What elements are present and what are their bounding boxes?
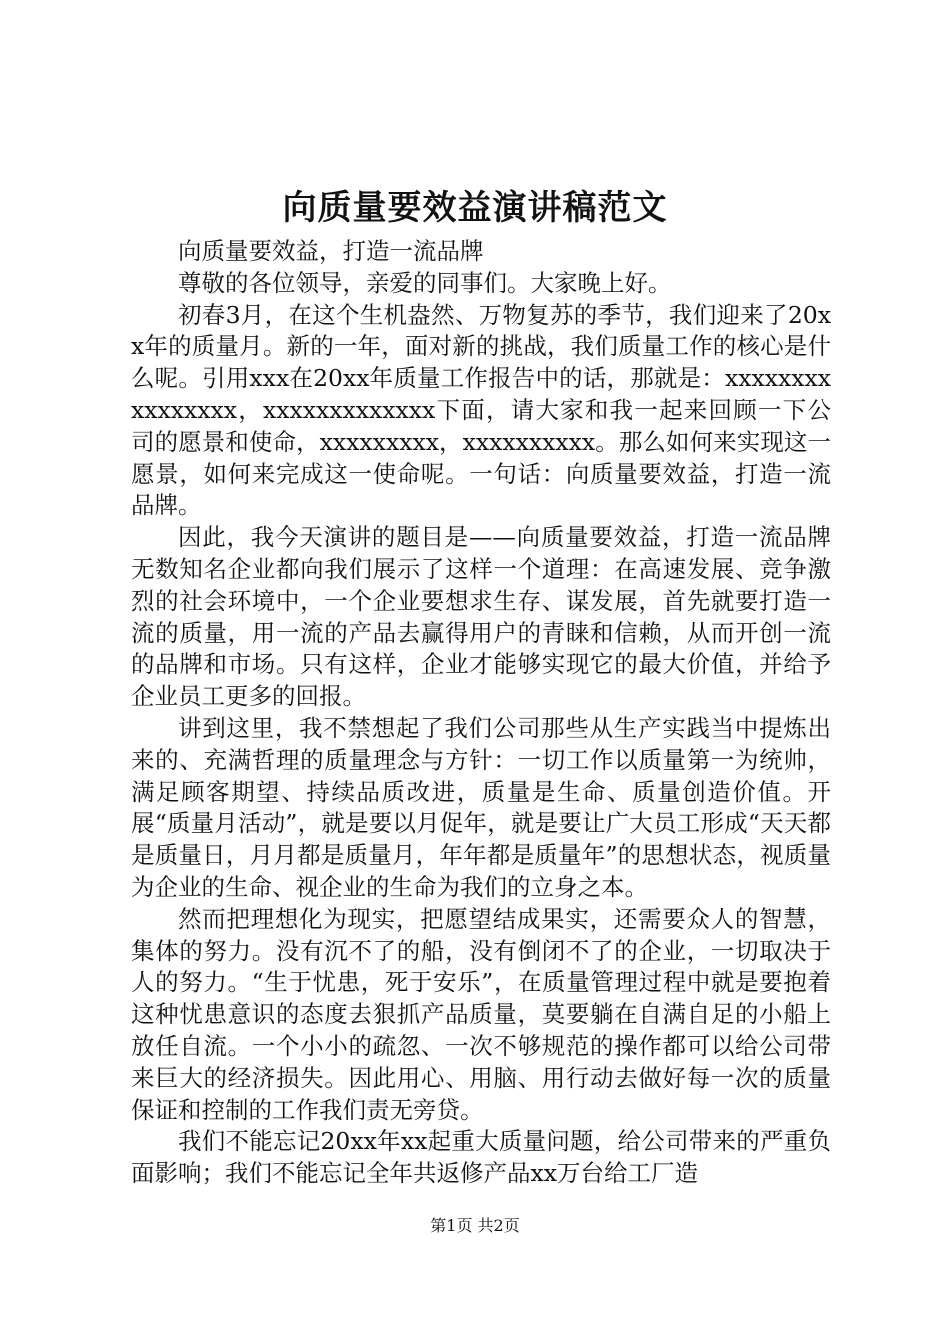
paragraph-2: 因此，我今天演讲的题目是——向质量要效益，打造一流品牌无数知名企业都向我们展示了这样一个道理：在高速发展、竞争激烈的社会环境中，一个企业要想求生存、谋发展，首先就要打造一流的质量，用一流的产品去赢得用户的青睐和信赖，从而开创一流的品牌和市场。只有这样，企业才能够实现它的最大价值，并给予企业员工更多的回报。 (131, 523, 831, 711)
document-body (131, 236, 831, 1190)
page-footer: 第1页 共2页 (430, 1216, 520, 1235)
document-title: 向质量要效益演讲稿范文 (282, 188, 668, 228)
paragraph-subtitle: 向质量要效益，打造一流品牌 (178, 237, 484, 265)
paragraph-greeting: 尊敬的各位领导，亲爱的同事们。大家晚上好。 (178, 268, 672, 297)
paragraph-1: 初春3月，在这个生机盎然、万物复苏的季节，我们迎来了20xx年的质量月。新的一年，面对新的挑战，我们质量工作的核心是什么呢。引用xxx在20xx年质量工作报告中的话，那就是：xxxxxxxxxxxxxxxx，xxxxxxxxxxxxx下面，请大家和我一起来回顾一下公司的愿景和使命，xxxxxxxxx，xxxxxxxxxx。那么如何来实现这一愿景，如何来完成这一使命呢。一句话：向质量要效益，打造一流品牌。 (131, 300, 831, 520)
paragraph-3: 讲到这里，我不禁想起了我们公司那些从生产实践当中提炼出来的、充满哲理的质量理念与方针：一切工作以质量第一为统帅，满足顾客期望、持续品质改进，质量是生命、质量创造价值。开展“质量月活动”，就是要以月促年，就是要让广大员工形成“天天都是质量日，月月都是质量月，年年都是质量年”的思想状态，视质量为企业的生命、视企业的生命为我们的立身之本。 (131, 713, 831, 901)
paragraph-4: 然而把理想化为现实，把愿望结成果实，还需要众人的智慧，集体的努力。没有沉不了的船，没有倒闭不了的企业，一切取决于人的努力。“生于忧患，死于安乐”，在质量管理过程中就是要抱着这种忧患意识的态度去狠抓产品质量，莫要躺在自满自足的小船上放任自流。一个小小的疏忽、一次不够规范的操作都可以给公司带来巨大的经济损失。因此用心、用脑、用行动去做好每一次的质量保证和控制的工作我们责无旁贷。 (131, 904, 831, 1124)
paragraph-5: 我们不能忘记20xx年xx起重大质量问题，给公司带来的严重负面影响；我们不能忘记全年共返修产品xx万台给工厂造 (131, 1127, 831, 1188)
